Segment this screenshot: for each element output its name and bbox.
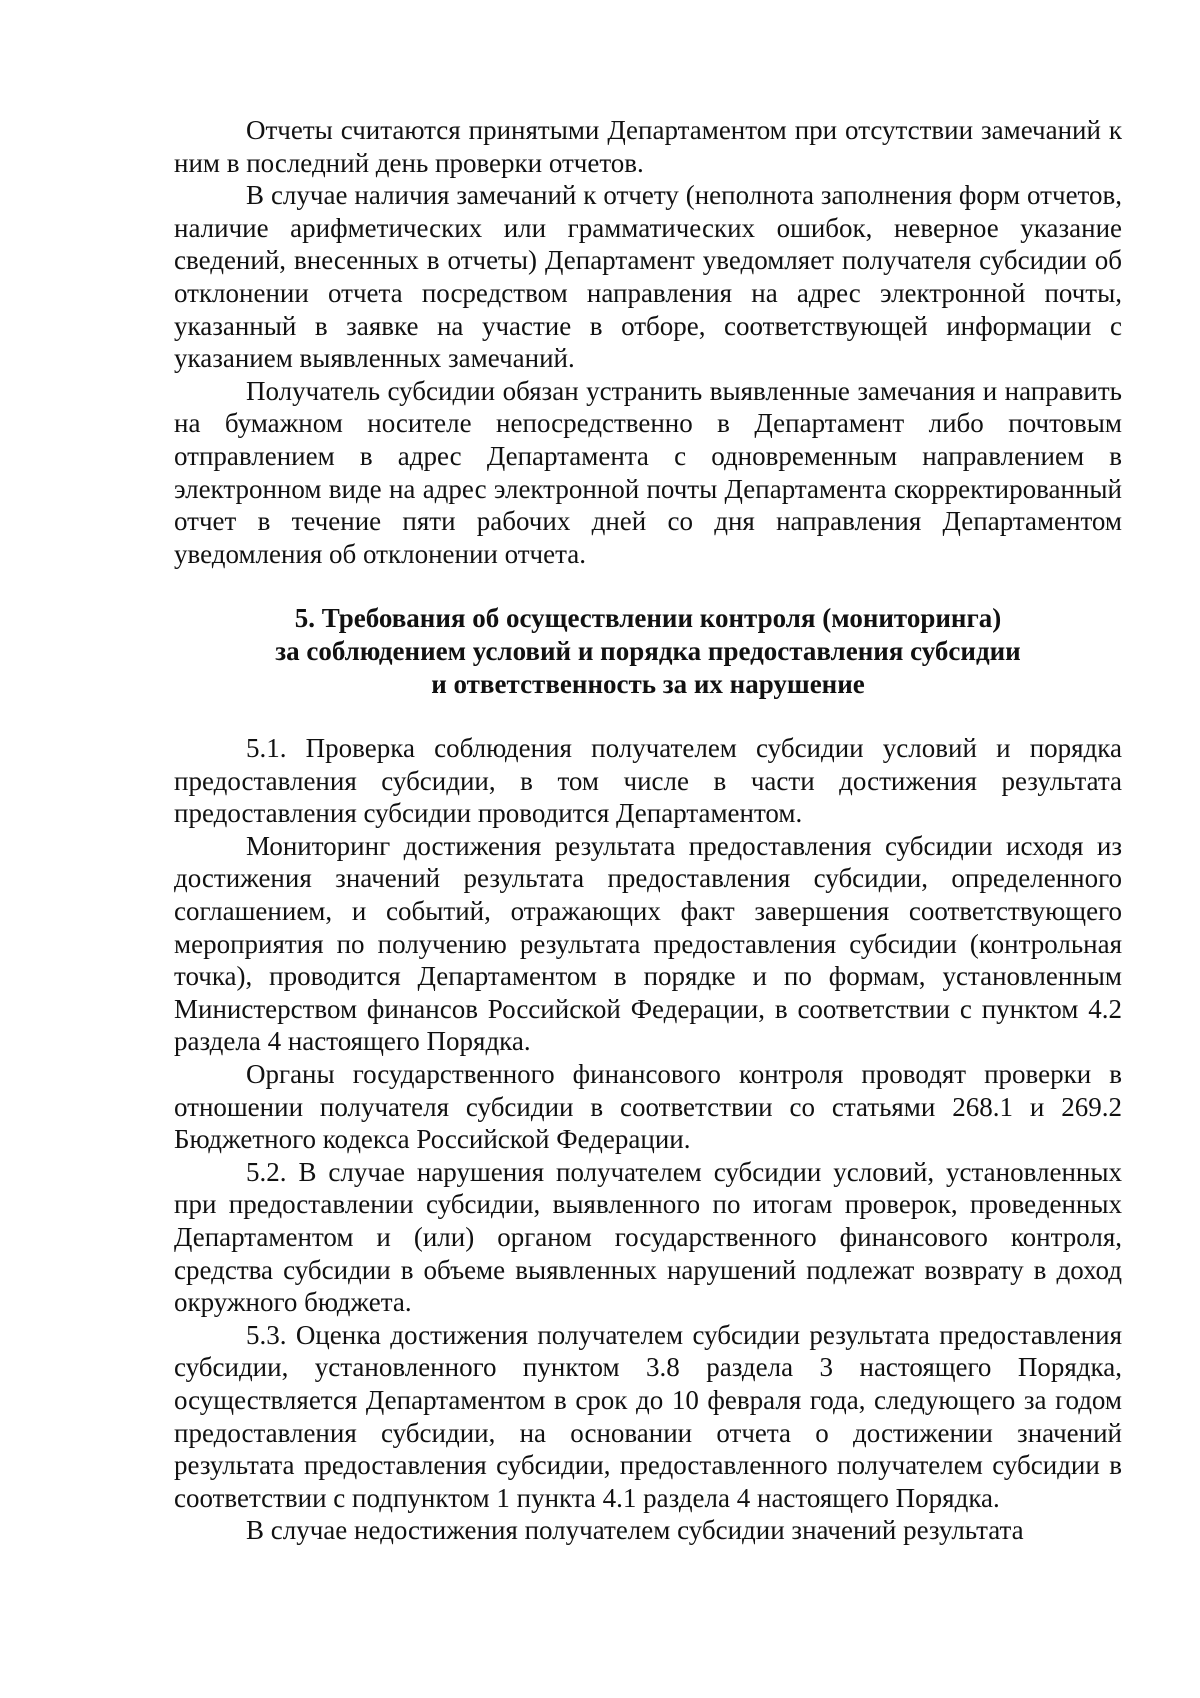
paragraph-monitoring: Мониторинг достижения результата предоставления субсидии исходя из достижения значений результата предоставления субсидии, определенного соглашением, и событий, отражающих факт завершения соответствующего мероприятия по получению результата предоставления субсидии (контрольная точка), проводится Департаментом в порядке и по формам, установленным Министерством финансов Российской Федерации, в соответствии с пунктом 4.2 раздела 4 настоящего Порядка. [174,830,1122,1057]
paragraph-5-1: 5.1. Проверка соблюдения получателем субсидии условий и порядка предоставления субсидии, в том числе в части достижения результата предоставления субсидии проводится Департаментом. [174,733,1122,829]
paragraph-5-2: 5.2. В случае нарушения получателем субсидии условий, установленных при предоставлении субсидии, выявленного по итогам проверок, проведенных Департаментом и (или) органом государственного финансового контроля, средства субсидии в объеме выявленных нарушений подлежат возврату в доход окружного бюджета. [174,1156,1122,1318]
section-heading-line-2: за соблюдением условий и порядка предоставления субсидии [275,635,1021,666]
section-heading-line-3: и ответственность за их нарушение [431,668,865,699]
paragraph-non-achievement: В случае недостижения получателем субсидии значений результата [246,1515,1024,1546]
paragraph-report-remarks: В случае наличия замечаний к отчету (неполнота заполнения форм отчетов, наличие арифметических или грамматических ошибок, неверное указание сведений, внесенных в отчеты) Департамент уведомляет получателя субсидии об отклонении отчета посредством направления на адрес электронной почты, указанный в заявке на участие в отборе, соответствующей информации с указанием выявленных замечаний. [174,180,1122,374]
paragraph-reports-accepted: Отчеты считаются принятыми Департаментом при отсутствии замечаний к ним в последний день проверки отчетов. [174,115,1122,178]
section-5-heading [174,602,1122,700]
paragraph-recipient-obligation: Получатель субсидии обязан устранить выявленные замечания и направить на бумажном носителе непосредственно в Департамент либо почтовым отправлением в адрес Департамента с одновременным направлением в электронном виде на адрес электронной почты Департамента скорректированный отчет в течение пяти рабочих дней со дня направления Департаментом уведомления об отклонении отчета. [174,375,1122,569]
paragraph-financial-control: Органы государственного финансового контроля проводят проверки в отношении получателя субсидии в соответствии со статьями 268.1 и 269.2 Бюджетного кодекса Российской Федерации. [174,1059,1122,1155]
document-page [174,114,1122,1547]
paragraph-5-3: 5.3. Оценка достижения получателем субсидии результата предоставления субсидии, установленного пунктом 3.8 раздела 3 настоящего Порядка, осуществляется Департаментом в срок до 10 февраля года, следующего за годом предоставления субсидии, на основании отчета о достижении значений результата предоставления субсидии, предоставленного получателем субсидии в соответствии с подпунктом 1 пункта 4.1 раздела 4 настоящего Порядка. [174,1319,1122,1513]
section-heading-line-1: 5. Требования об осуществлении контроля (мониторинга) [294,603,1002,634]
